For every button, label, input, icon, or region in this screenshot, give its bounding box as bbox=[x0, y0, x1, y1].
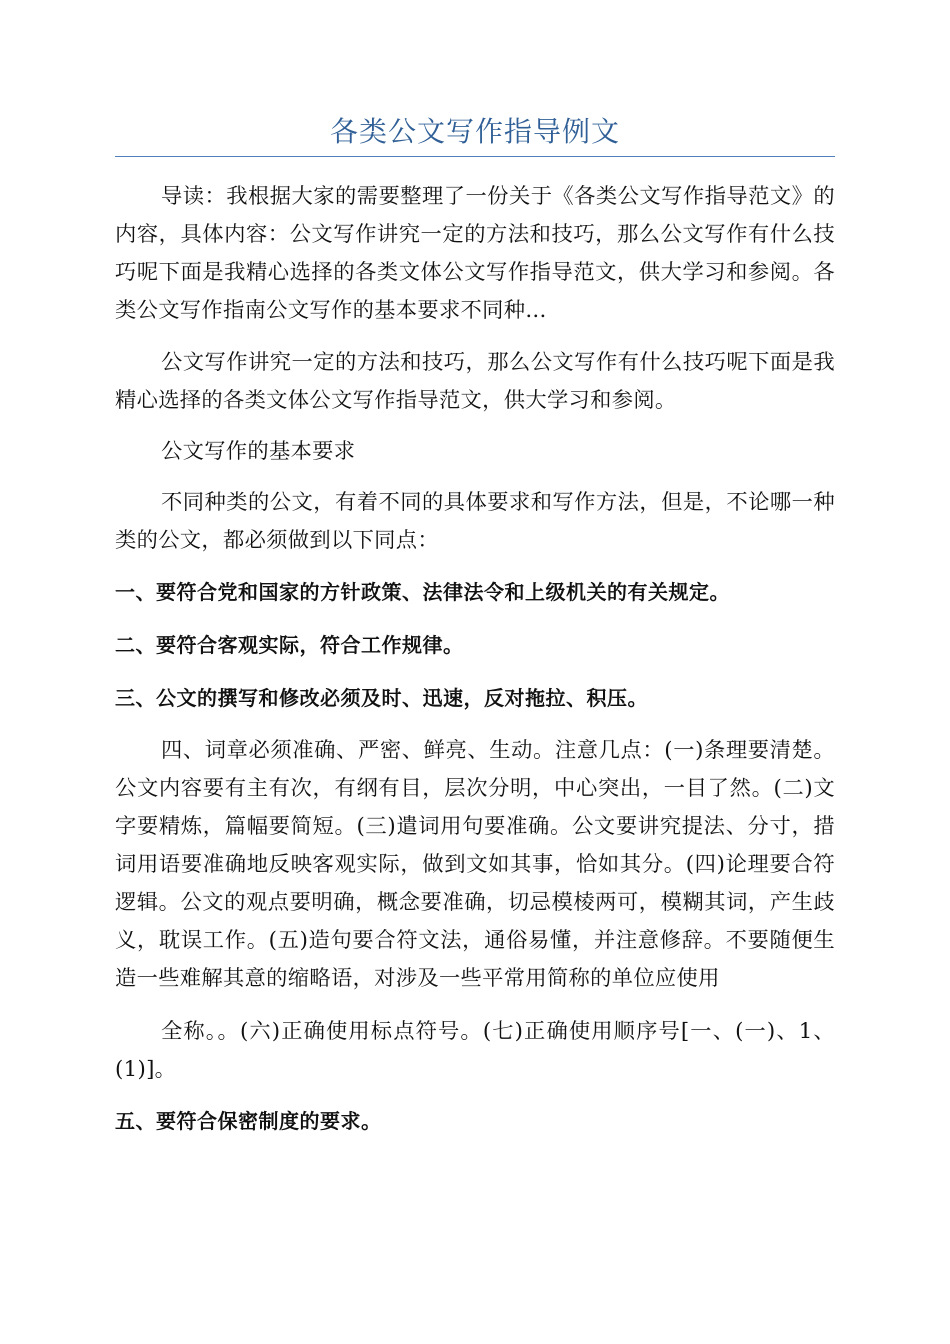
requirement-item-5: 五、要符合保密制度的要求。 bbox=[115, 1109, 382, 1133]
document-title: 各类公文写作指导例文 bbox=[329, 115, 620, 148]
title-underline bbox=[115, 156, 835, 157]
requirement-item-1: 一、要符合党和国家的方针政策、法律法令和上级机关的有关规定。 bbox=[115, 580, 730, 604]
document-page bbox=[115, 110, 835, 1155]
body-paragraph: 不同种类的公文，有着不同的具体要求和写作方法，但是，不论哪一种类的公文，都必须做到以下同点： bbox=[115, 490, 835, 553]
requirement-item-4: 四、词章必须准确、严密、鲜亮、生动。注意几点：(一)条理要清楚。公文内容要有主有次，有纲有目，层次分明，中心突出，一目了然。(二)文字要精炼，篇幅要简短。(三)遣词用句要准确。公文要讲究提法、分寸，措词用语要准确地反映客观实际，做到文如其事，恰如其分。(四)论理要合符逻辑。公文的观点要明确，概念要准确，切忌模棱两可，模糊其词，产生歧义，耽误工作。(五)造句要合符文法，通俗易懂，并注意修辞。不要随便生造一些难解其意的缩略语，对涉及一些平常用简称的单位应使用 bbox=[115, 738, 835, 991]
requirement-item-2: 二、要符合客观实际，符合工作规律。 bbox=[115, 633, 464, 657]
body-paragraph-continuation: 全称。。(六)正确使用标点符号。(七)正确使用顺序号[一、(一)、1、(1)]。 bbox=[115, 1019, 835, 1082]
intro-paragraph: 导读：我根据大家的需要整理了一份关于《各类公文写作指导范文》的内容，具体内容：公文写作讲究一定的方法和技巧，那么公文写作有什么技巧呢下面是我精心选择的各类文体公文写作指导范文，供大学习和参阅。各类公文写作指南公文写作的基本要求不同种... bbox=[115, 184, 835, 323]
requirement-item-3: 三、公文的撰写和修改必须及时、迅速，反对拖拉、积压。 bbox=[115, 686, 648, 710]
section-heading-basic-requirements: 公文写作的基本要求 bbox=[161, 439, 356, 464]
body-paragraph: 公文写作讲究一定的方法和技巧，那么公文写作有什么技巧呢下面是我精心选择的各类文体公文写作指导范文，供大学习和参阅。 bbox=[115, 350, 835, 413]
